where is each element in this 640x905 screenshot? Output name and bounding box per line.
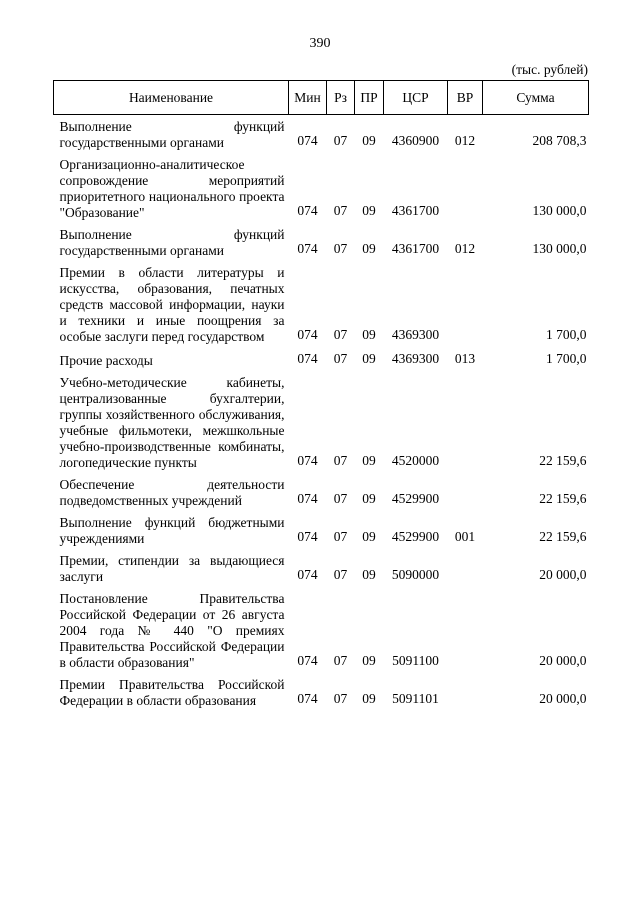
cell-pr: 09 xyxy=(362,529,376,544)
header-csr: ЦСР xyxy=(384,81,448,115)
cell-vr: 012 xyxy=(454,241,476,256)
budget-table xyxy=(53,80,589,709)
cell-name: Прочие расходы xyxy=(59,353,153,368)
cell-name: Учебно-методические кабинеты, централизованные бухгалтерии, группы хозяйственного обслуживания, учебные фильмотеки, межшкольные учебно-производственные комбинаты, логопедические пункты xyxy=(59,375,285,470)
header-vr: ВР xyxy=(448,81,483,115)
cell-rz: 07 xyxy=(333,567,348,582)
cell-min: 074 xyxy=(297,653,318,668)
cell-rz: 07 xyxy=(333,691,348,706)
cell-rz: 07 xyxy=(333,133,348,148)
cell-csr: 4360900 xyxy=(391,133,440,148)
cell-vr xyxy=(448,671,483,709)
cell-vr: 013 xyxy=(454,351,476,366)
header-min: Мин xyxy=(289,81,327,115)
cell-min: 074 xyxy=(297,327,318,342)
cell-csr: 4361700 xyxy=(391,241,440,256)
cell-sum: 20 000,0 xyxy=(539,653,587,668)
cell-sum: 1 700,0 xyxy=(546,327,587,342)
header-sum: Сумма xyxy=(483,81,589,115)
cell-csr: 5091101 xyxy=(392,691,439,706)
table-row xyxy=(54,221,589,259)
cell-vr xyxy=(448,259,483,345)
header-name: Наименование xyxy=(54,81,289,115)
cell-vr: 012 xyxy=(454,133,476,148)
cell-pr: 09 xyxy=(362,133,376,148)
cell-sum: 1 700,0 xyxy=(546,351,587,366)
cell-min: 074 xyxy=(297,567,318,582)
cell-vr xyxy=(448,151,483,221)
cell-vr xyxy=(448,585,483,671)
cell-rz: 07 xyxy=(333,529,348,544)
cell-name: Премии в области литературы и искусства, образования, печатных средств массовой информации, науки и техники и иные поощрения за особые заслуги перед государством xyxy=(59,265,285,344)
cell-rz: 07 xyxy=(333,653,348,668)
cell-sum: 22 159,6 xyxy=(539,453,587,468)
cell-name: Обеспечение деятельности подведомственных учреждений xyxy=(59,477,285,508)
cell-sum: 22 159,6 xyxy=(539,491,587,506)
table-row xyxy=(54,345,589,369)
table-row xyxy=(54,471,589,509)
cell-pr: 09 xyxy=(362,653,376,668)
cell-min: 074 xyxy=(297,241,318,256)
cell-name: Организационно-аналитическое сопровождение мероприятий приоритетного национального проекта "Образование" xyxy=(59,157,285,220)
cell-min: 074 xyxy=(297,351,318,366)
cell-rz: 07 xyxy=(333,453,348,468)
cell-sum: 130 000,0 xyxy=(532,203,587,218)
cell-min: 074 xyxy=(297,491,318,506)
cell-min: 074 xyxy=(297,133,318,148)
table-row xyxy=(54,509,589,547)
cell-pr: 09 xyxy=(362,327,376,342)
cell-csr: 5090000 xyxy=(391,567,440,582)
cell-name: Выполнение функций государственными органами xyxy=(59,227,285,258)
cell-vr xyxy=(448,369,483,471)
cell-name: Выполнение функций бюджетными учреждениями xyxy=(59,515,285,546)
table-row xyxy=(54,547,589,585)
cell-csr: 4369300 xyxy=(391,351,440,366)
cell-rz: 07 xyxy=(333,491,348,506)
table-header-row xyxy=(54,81,589,115)
cell-name: Постановление Правительства Российской Федерации от 26 августа 2004 года № 440 "О премиях Правительства Российской Федерации в области образования" xyxy=(59,591,285,670)
units-note: (тыс. рублей) xyxy=(511,62,588,77)
cell-pr: 09 xyxy=(362,691,376,706)
page-number: 390 xyxy=(309,36,331,51)
cell-csr: 4361700 xyxy=(391,203,440,218)
cell-rz: 07 xyxy=(333,327,348,342)
cell-name: Премии, стипендии за выдающиеся заслуги xyxy=(59,553,285,584)
cell-sum: 130 000,0 xyxy=(532,241,587,256)
cell-csr: 4529900 xyxy=(391,491,440,506)
table-row xyxy=(54,585,589,671)
cell-min: 074 xyxy=(297,529,318,544)
cell-pr: 09 xyxy=(362,453,376,468)
cell-rz: 07 xyxy=(333,351,348,366)
cell-min: 074 xyxy=(297,453,318,468)
cell-sum: 22 159,6 xyxy=(539,529,587,544)
cell-min: 074 xyxy=(297,691,318,706)
table-body xyxy=(54,115,589,710)
cell-csr: 4529900 xyxy=(391,529,440,544)
header-pr: ПР xyxy=(355,81,384,115)
cell-pr: 09 xyxy=(362,567,376,582)
cell-sum: 20 000,0 xyxy=(539,691,587,706)
cell-csr: 4369300 xyxy=(391,327,440,342)
cell-csr: 5091100 xyxy=(392,653,439,668)
cell-name: Премии Правительства Российской Федерации в области образования xyxy=(59,677,285,708)
table-row xyxy=(54,671,589,709)
cell-name: Выполнение функций государственными органами xyxy=(59,119,285,150)
cell-pr: 09 xyxy=(362,203,376,218)
cell-pr: 09 xyxy=(362,491,376,506)
cell-rz: 07 xyxy=(333,203,348,218)
table-row xyxy=(54,259,589,345)
cell-min: 074 xyxy=(297,203,318,218)
cell-vr xyxy=(448,547,483,585)
table-row xyxy=(54,151,589,221)
cell-pr: 09 xyxy=(362,351,376,366)
cell-sum: 20 000,0 xyxy=(539,567,587,582)
cell-rz: 07 xyxy=(333,241,348,256)
cell-pr: 09 xyxy=(362,241,376,256)
cell-csr: 4520000 xyxy=(391,453,440,468)
table-row xyxy=(54,369,589,471)
cell-vr xyxy=(448,471,483,509)
cell-vr: 001 xyxy=(454,529,476,544)
cell-sum: 208 708,3 xyxy=(532,133,587,148)
table-row xyxy=(54,115,589,152)
header-rz: Рз xyxy=(327,81,355,115)
